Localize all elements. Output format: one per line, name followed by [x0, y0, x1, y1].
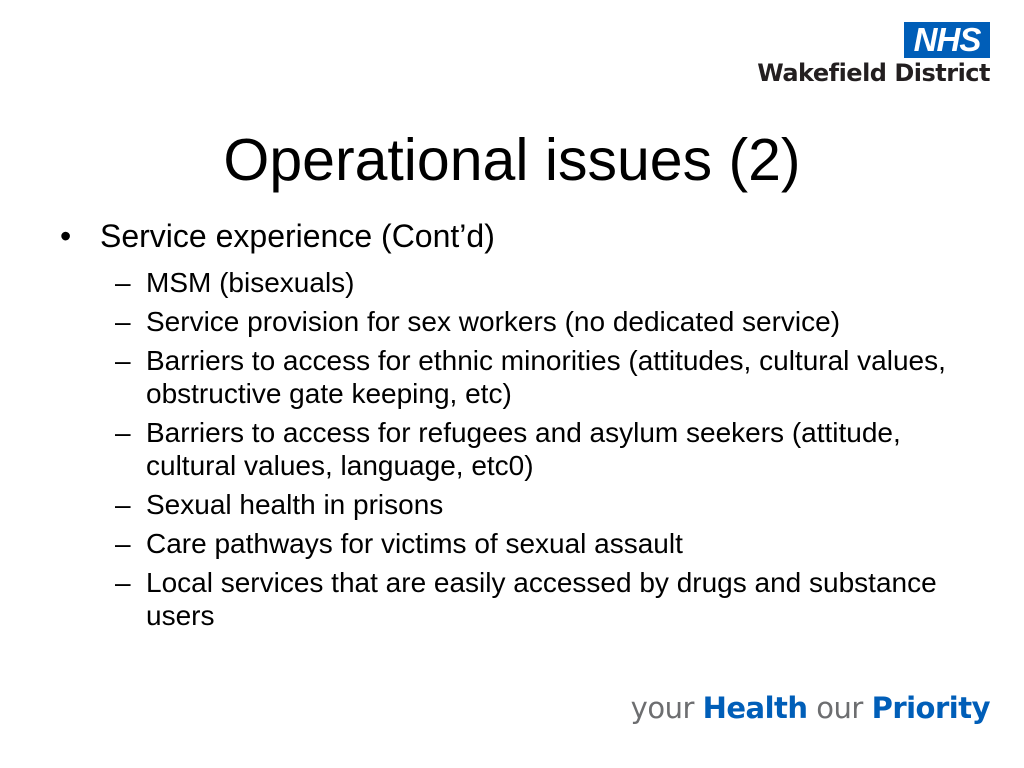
slide-title: Operational issues (2): [223, 127, 801, 193]
sub-bullet-item: [60, 305, 960, 338]
sub-bullet-text: Service provision for sex workers (no dedicated service): [146, 306, 841, 337]
sub-bullet-list: [60, 266, 960, 632]
sub-bullet-item: [60, 527, 960, 560]
tagline-our: our: [816, 691, 863, 725]
sub-bullet-text: Care pathways for victims of sexual assault: [146, 528, 683, 559]
nhs-wakefield-logo: [750, 22, 990, 88]
sub-bullet-dash: –: [115, 417, 131, 448]
sub-bullet-item: [60, 566, 960, 632]
tagline-health: Health: [702, 691, 808, 725]
sub-bullet-dash: –: [115, 489, 131, 520]
bullet-text: Service experience (Cont’d): [100, 218, 495, 254]
nhs-logo-mark: NHS: [904, 22, 990, 58]
sub-bullet-text: Sexual health in prisons: [146, 489, 444, 520]
sub-bullet-text: Local services that are easily accessed by drugs and substance users: [146, 567, 937, 631]
nhs-district-name: Wakefield District: [757, 59, 990, 87]
sub-bullet-dash: –: [115, 267, 131, 298]
tagline: [631, 688, 990, 728]
bullet-marker: •: [60, 218, 72, 254]
sub-bullet-item: [60, 488, 960, 521]
sub-bullet-item: [60, 266, 960, 299]
sub-bullet-text: MSM (bisexuals): [146, 267, 355, 298]
sub-bullet-item: [60, 344, 960, 410]
sub-bullet-dash: –: [115, 528, 131, 559]
sub-bullet-text: Barriers to access for refugees and asylum seekers (attitude, cultural values, language, etc0): [146, 417, 901, 481]
sub-bullet-dash: –: [115, 567, 131, 598]
slide-content: [60, 216, 960, 638]
sub-bullet-dash: –: [115, 306, 131, 337]
tagline-your: your: [630, 691, 694, 725]
sub-bullet-item: [60, 416, 960, 482]
sub-bullet-text: Barriers to access for ethnic minorities (attitudes, cultural values, obstructive gate keeping, etc): [146, 345, 946, 409]
bullet-service-experience: [60, 216, 960, 256]
tagline-priority: Priority: [871, 691, 990, 725]
sub-bullet-dash: –: [115, 345, 131, 376]
